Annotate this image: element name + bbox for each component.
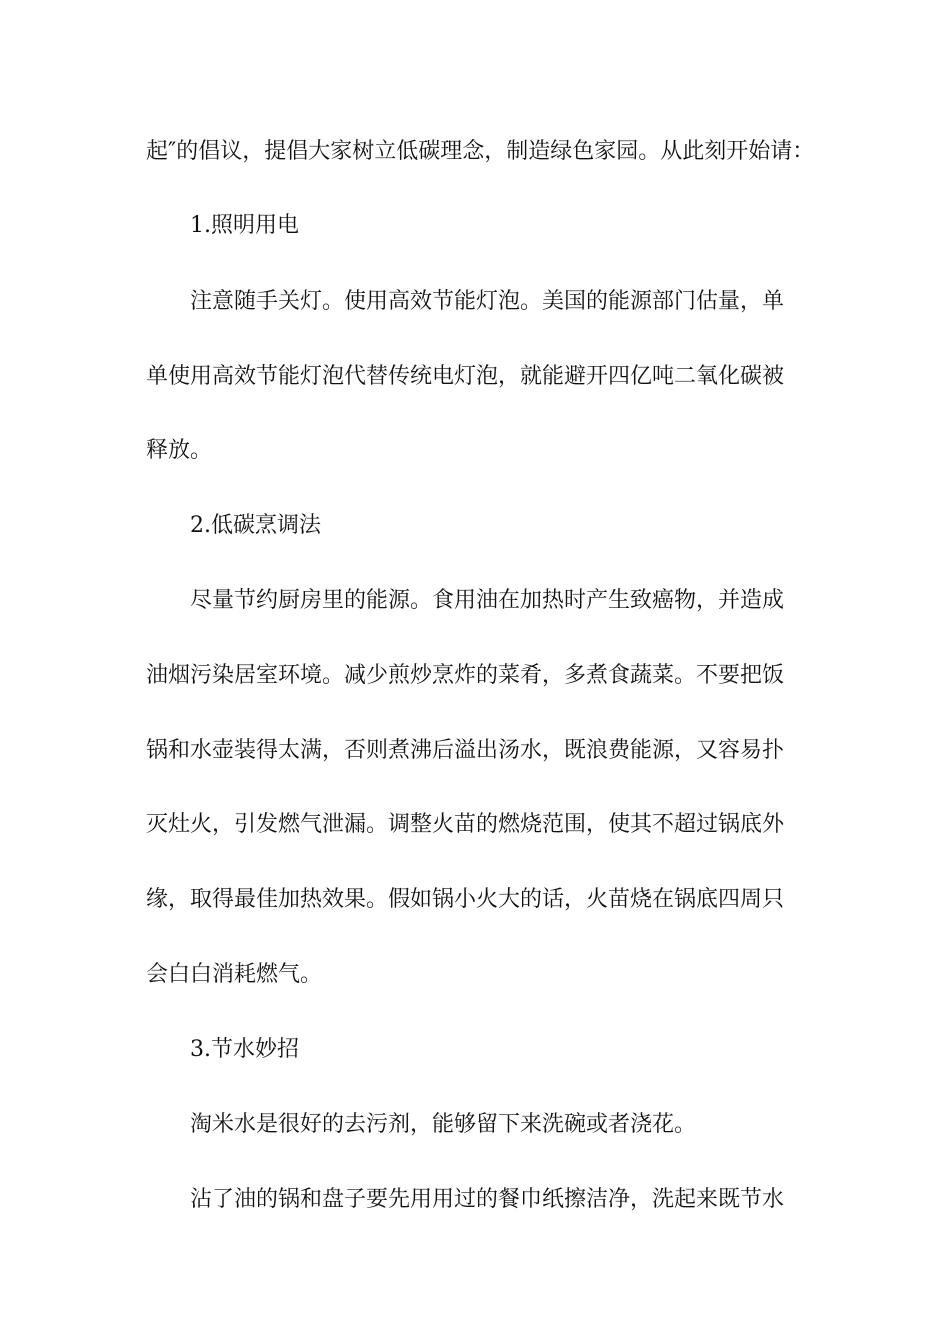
- body-text-line: 会白白消耗燃气。: [146, 962, 323, 987]
- body-text-line: 淘米水是很好的去污剂，能够留下来洗碗或者浇花。: [190, 1112, 697, 1137]
- body-text-line: 灭灶火，引发燃气泄漏。调整火苗的燃烧范围，使其不超过锅底外: [146, 812, 785, 837]
- section-heading-lighting: 1.照明用电: [190, 213, 299, 238]
- body-text-line: 油烟污染居室环境。减少煎炒烹炸的菜肴，多煮食蔬菜。不要把饭: [146, 663, 785, 688]
- body-text-line: 锅和水壶装得太满，否则煮沸后溢出汤水，既浪费能源，又容易扑: [146, 738, 785, 763]
- body-text-line: 释放。: [146, 438, 213, 463]
- body-text-line: 起″的倡议，提倡大家树立低碳理念，制造绿色家园。从此刻开始请：: [146, 139, 815, 164]
- body-text-line: 单使用高效节能灯泡代替传统电灯泡，就能避开四亿吨二氧化碳被: [146, 364, 785, 389]
- section-heading-cooking: 2.低碳烹调法: [190, 513, 321, 538]
- section-heading-water: 3.节水妙招: [190, 1037, 299, 1062]
- body-text-line: 沾了油的锅和盘子要先用用过的餐巾纸擦洁净，洗起来既节水: [190, 1187, 785, 1212]
- body-text-line: 尽量节约厨房里的能源。食用油在加热时产生致癌物，并造成: [190, 588, 785, 613]
- body-text-line: 缘，取得最佳加热效果。假如锅小火大的话，火苗烧在锅底四周只: [146, 887, 785, 912]
- body-text-line: 注意随手关灯。使用高效节能灯泡。美国的能源部门估量，单: [190, 289, 785, 314]
